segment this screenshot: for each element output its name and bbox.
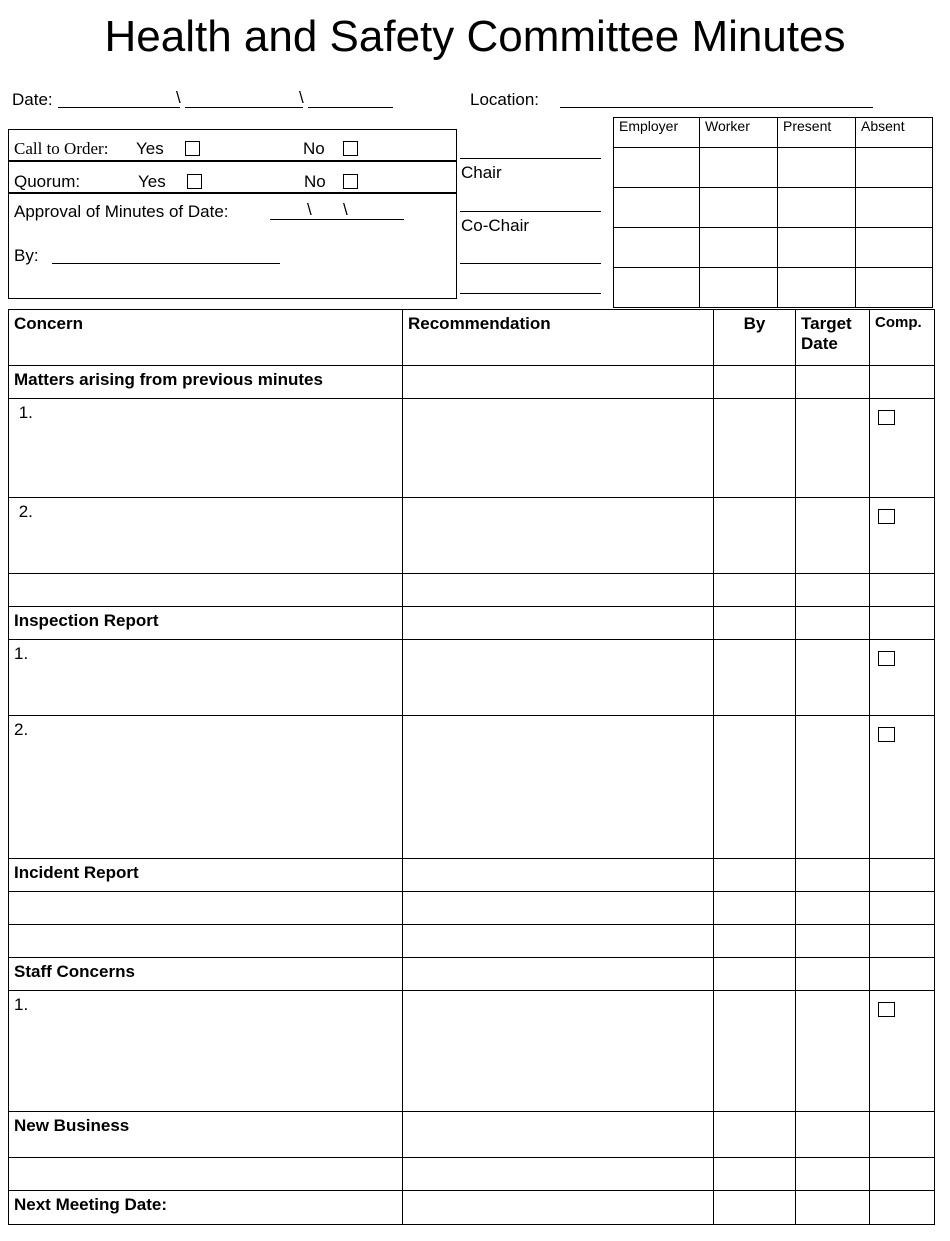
table-cell[interactable] [403,640,714,716]
table-cell[interactable] [796,574,870,607]
table-cell[interactable] [714,1158,796,1191]
call-to-order-label: Call to Order: [14,139,109,158]
attendance-cell[interactable] [614,268,700,308]
item-number[interactable]: 2. [9,498,403,574]
comp-cell [870,991,935,1112]
table-cell[interactable] [870,1158,935,1191]
table-row [9,958,935,991]
table-cell[interactable] [403,892,714,925]
attendance-header-present: Present [778,118,856,148]
table-row [9,1191,935,1225]
table-cell[interactable] [403,991,714,1112]
attendance-cell[interactable] [778,268,856,308]
co-chair-signature-line[interactable] [460,211,601,212]
chair-label: Chair [461,163,502,182]
table-cell[interactable] [714,640,796,716]
chair-signature-line[interactable] [460,158,601,159]
page-title: Health and Safety Committee Minutes [104,12,846,61]
location-field[interactable] [560,107,873,108]
header-by: By [714,310,796,366]
table-cell[interactable] [403,607,714,640]
attendance-cell[interactable] [614,188,700,228]
attendance-cell[interactable] [856,228,933,268]
attendance-cell[interactable] [700,148,778,188]
table-row [9,574,935,607]
table-cell[interactable] [403,1158,714,1191]
call-to-order-no-label: No [303,139,325,158]
table-cell[interactable] [714,991,796,1112]
date-year-field[interactable] [308,107,393,108]
co-chair-label: Co-Chair [461,216,530,235]
location-label: Location: [470,90,539,109]
item-number[interactable]: 2. [9,716,403,859]
table-row [9,925,935,958]
table-cell[interactable] [403,958,714,991]
table-cell[interactable] [403,716,714,859]
table-cell[interactable] [870,859,935,892]
table-cell[interactable] [403,925,714,958]
attendance-cell[interactable] [856,148,933,188]
table-cell[interactable] [714,925,796,958]
date-separator-1: \ [176,88,181,107]
table-cell[interactable] [403,1191,714,1225]
table-cell[interactable] [870,366,935,399]
table-cell[interactable] [796,1191,870,1225]
table-cell[interactable] [870,607,935,640]
section-staff-concerns: Staff Concerns [9,958,403,991]
table-cell[interactable] [714,892,796,925]
table-cell[interactable] [714,859,796,892]
header-target-date: Target Date [796,310,870,366]
table-cell[interactable] [714,607,796,640]
table-row [9,1112,935,1158]
attendance-table [613,117,933,308]
table-row [9,640,935,716]
quorum-no-label: No [304,172,326,191]
table-cell[interactable] [9,574,403,607]
table-row [9,1158,935,1191]
table-cell[interactable] [796,1112,870,1158]
comp-cell [870,498,935,574]
date-label: Date: [12,90,53,109]
item-number[interactable]: 1. [9,991,403,1112]
section-incident-report: Incident Report [9,859,403,892]
attendance-header-employer: Employer [614,118,700,148]
table-cell[interactable] [9,925,403,958]
comp-checkbox[interactable] [878,410,895,425]
attendance-cell[interactable] [856,268,933,308]
table-row [9,859,935,892]
date-month-field[interactable] [185,107,303,108]
table-cell[interactable] [796,892,870,925]
table-row [9,498,935,574]
table-cell[interactable] [796,366,870,399]
table-cell[interactable] [9,892,403,925]
approval-separator-1: \ [307,200,312,219]
header-concern: Concern [9,310,403,366]
approval-label: Approval of Minutes of Date: [14,202,229,221]
section-matters-arising: Matters arising from previous minutes [9,366,403,399]
header-recommendation: Recommendation [403,310,714,366]
table-row [9,892,935,925]
table-cell[interactable] [714,574,796,607]
attendance-cell[interactable] [778,228,856,268]
attendance-cell[interactable] [700,268,778,308]
table-cell[interactable] [870,1112,935,1158]
table-cell[interactable] [403,399,714,498]
comp-cell [870,399,935,498]
approval-box [8,193,457,299]
attendance-header-absent: Absent [856,118,933,148]
table-row [9,366,935,399]
table-cell[interactable] [796,958,870,991]
call-to-order-yes-label: Yes [136,139,164,158]
comp-checkbox[interactable] [878,727,895,742]
quorum-no-checkbox[interactable] [343,174,358,189]
call-to-order-yes-checkbox[interactable] [185,141,200,156]
comp-checkbox[interactable] [878,651,895,666]
date-day-field[interactable] [58,107,180,108]
table-cell[interactable] [403,1112,714,1158]
table-cell[interactable] [796,640,870,716]
table-cell[interactable] [796,1158,870,1191]
signature-line[interactable] [460,263,601,264]
table-cell[interactable] [9,1158,403,1191]
section-new-business: New Business [9,1112,403,1158]
table-cell[interactable] [714,498,796,574]
table-cell[interactable] [714,716,796,859]
table-cell[interactable] [403,859,714,892]
call-to-order-row [8,129,457,161]
table-cell[interactable] [870,1191,935,1225]
approval-separator-2: \ [343,200,348,219]
attendance-cell[interactable] [778,148,856,188]
call-to-order-no-checkbox[interactable] [343,141,358,156]
approval-by-label: By: [14,246,39,265]
comp-cell [870,640,935,716]
header-comp: Comp. [870,310,935,366]
table-row [9,716,935,859]
section-inspection-report: Inspection Report [9,607,403,640]
table-cell[interactable] [870,574,935,607]
table-cell[interactable] [403,366,714,399]
table-cell[interactable] [796,607,870,640]
table-cell[interactable] [714,399,796,498]
table-cell[interactable] [796,498,870,574]
quorum-label: Quorum: [14,172,81,191]
table-header-row [9,310,935,366]
table-cell[interactable] [796,991,870,1112]
attendance-cell[interactable] [856,188,933,228]
table-cell[interactable] [796,925,870,958]
attendance-cell[interactable] [614,228,700,268]
table-cell[interactable] [796,716,870,859]
attendance-cell[interactable] [778,188,856,228]
table-cell[interactable] [796,399,870,498]
table-cell[interactable] [870,925,935,958]
quorum-row [8,161,457,193]
attendance-cell[interactable] [700,188,778,228]
attendance-cell[interactable] [614,148,700,188]
table-cell[interactable] [403,574,714,607]
table-cell[interactable] [714,1112,796,1158]
table-cell[interactable] [714,1191,796,1225]
comp-checkbox[interactable] [878,1002,895,1017]
table-cell[interactable] [870,892,935,925]
section-next-meeting-date: Next Meeting Date: [9,1191,403,1225]
table-cell[interactable] [403,498,714,574]
quorum-yes-checkbox[interactable] [187,174,202,189]
minutes-table [8,309,935,1225]
comp-cell [870,716,935,859]
date-separator-2: \ [299,88,304,107]
table-cell[interactable] [870,958,935,991]
table-cell[interactable] [714,958,796,991]
table-row [9,399,935,498]
signature-line[interactable] [460,293,601,294]
table-cell[interactable] [796,859,870,892]
comp-checkbox[interactable] [878,509,895,524]
quorum-yes-label: Yes [138,172,166,191]
attendance-header-worker: Worker [700,118,778,148]
approval-date-field[interactable] [270,219,404,220]
table-row [9,607,935,640]
table-cell[interactable] [714,366,796,399]
item-number[interactable]: 1. [9,640,403,716]
approval-by-field[interactable] [52,263,280,264]
table-row [9,991,935,1112]
attendance-cell[interactable] [700,228,778,268]
item-number[interactable]: 1. [9,399,403,498]
